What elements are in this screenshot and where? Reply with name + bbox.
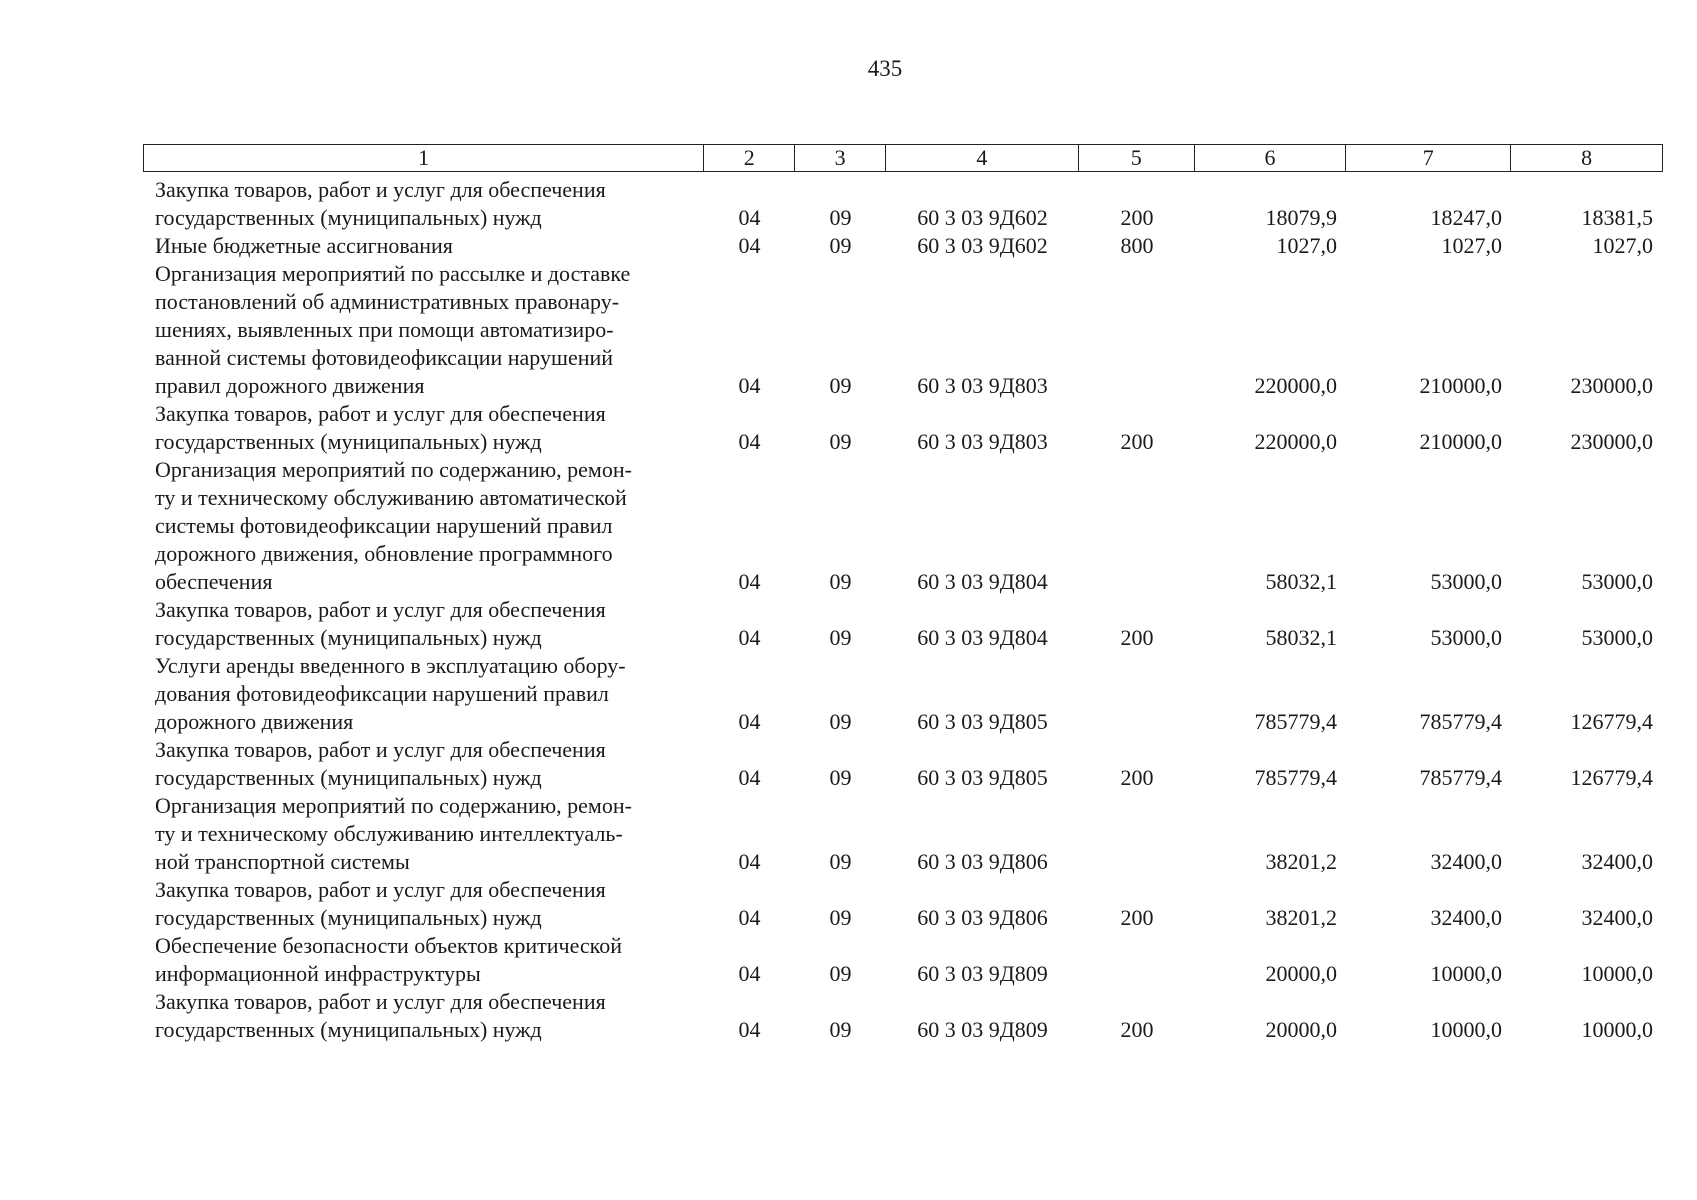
description-line: Услуги аренды введенного в эксплуатацию обору- <box>155 653 626 678</box>
amount-col-6: 18079,9 <box>1265 205 1337 230</box>
description-line: шениях, выявленных при помощи автоматизиро- <box>155 317 614 342</box>
table-row <box>143 932 1663 988</box>
row-description <box>143 792 704 876</box>
header-cell-7: 7 <box>1346 145 1511 171</box>
description-line: государственных (муниципальных) нужд <box>155 765 542 790</box>
row-description <box>143 400 704 456</box>
header-cell-6: 6 <box>1195 145 1347 171</box>
amount-col-8: 230000,0 <box>1570 373 1653 398</box>
row-description <box>143 260 704 400</box>
description-line: ванной системы фотовидеофиксации нарушений <box>155 345 614 370</box>
amount-col-7: 10000,0 <box>1430 1017 1502 1042</box>
table-body <box>143 176 1663 1044</box>
table-row <box>143 792 1663 876</box>
description-line: государственных (муниципальных) нужд <box>155 625 542 650</box>
amount-col-8: 32400,0 <box>1581 905 1653 930</box>
section-code: 04 <box>738 709 761 734</box>
target-article-code: 60 3 03 9Д803 <box>917 373 1048 398</box>
description-line: Закупка товаров, работ и услуг для обеспечения <box>155 737 606 762</box>
amount-col-8: 126779,4 <box>1570 709 1653 734</box>
amount-col-7: 10000,0 <box>1430 961 1502 986</box>
amount-col-7: 53000,0 <box>1430 569 1502 594</box>
section-code: 04 <box>738 625 761 650</box>
subsection-code: 09 <box>829 569 852 594</box>
subsection-code: 09 <box>829 961 852 986</box>
target-article-code: 60 3 03 9Д804 <box>917 625 1048 650</box>
target-article-code: 60 3 03 9Д809 <box>917 1017 1048 1042</box>
subsection-code: 09 <box>829 1017 852 1042</box>
amount-col-8: 32400,0 <box>1581 849 1653 874</box>
amount-col-8: 53000,0 <box>1581 569 1653 594</box>
section-code: 04 <box>738 765 761 790</box>
target-article-code: 60 3 03 9Д809 <box>917 961 1048 986</box>
subsection-code: 09 <box>829 709 852 734</box>
row-description <box>143 988 704 1044</box>
amount-col-6: 20000,0 <box>1265 961 1337 986</box>
description-line: постановлений об административных правонару- <box>155 289 620 314</box>
subsection-code: 09 <box>829 765 852 790</box>
amount-col-6: 1027,0 <box>1276 233 1337 258</box>
target-article-code: 60 3 03 9Д602 <box>917 205 1048 230</box>
target-article-code: 60 3 03 9Д805 <box>917 709 1048 734</box>
section-code: 04 <box>738 233 761 258</box>
header-cell-8: 8 <box>1581 145 1593 170</box>
amount-col-7: 1027,0 <box>1441 233 1502 258</box>
description-line: государственных (муниципальных) нужд <box>155 205 542 230</box>
amount-col-8: 1027,0 <box>1592 233 1653 258</box>
description-line: Закупка товаров, работ и услуг для обеспечения <box>155 989 606 1014</box>
header-cell-5: 5 <box>1079 145 1195 171</box>
description-line: правил дорожного движения <box>155 373 425 398</box>
subsection-code: 09 <box>829 429 852 454</box>
expense-type-code: 200 <box>1120 1017 1154 1042</box>
target-article-code: 60 3 03 9Д806 <box>917 849 1048 874</box>
target-article-code: 60 3 03 9Д804 <box>917 569 1048 594</box>
subsection-code: 09 <box>829 905 852 930</box>
subsection-code: 09 <box>829 233 852 258</box>
description-line: государственных (муниципальных) нужд <box>155 905 542 930</box>
section-code: 04 <box>738 373 761 398</box>
amount-col-7: 18247,0 <box>1430 205 1502 230</box>
expense-type-code: 800 <box>1120 233 1154 258</box>
table-row <box>143 232 1663 260</box>
description-line: ту и техническому обслуживанию автоматической <box>155 485 627 510</box>
table-row <box>143 400 1663 456</box>
description-line: Иные бюджетные ассигнования <box>155 233 453 258</box>
amount-col-6: 38201,2 <box>1265 849 1337 874</box>
table-row <box>143 652 1663 736</box>
amount-col-7: 32400,0 <box>1430 849 1502 874</box>
description-line: Закупка товаров, работ и услуг для обеспечения <box>155 177 606 202</box>
target-article-code: 60 3 03 9Д805 <box>917 765 1048 790</box>
table-header <box>143 144 1663 172</box>
description-line: государственных (муниципальных) нужд <box>155 429 542 454</box>
description-line: государственных (муниципальных) нужд <box>155 1017 542 1042</box>
section-code: 04 <box>738 849 761 874</box>
amount-col-8: 126779,4 <box>1570 765 1653 790</box>
amount-col-8: 230000,0 <box>1570 429 1653 454</box>
table-row <box>143 176 1663 232</box>
description-line: ту и техническому обслуживанию интеллектуаль- <box>155 821 623 846</box>
amount-col-8: 18381,5 <box>1581 205 1653 230</box>
amount-col-6: 58032,1 <box>1265 569 1337 594</box>
description-line: Организация мероприятий по содержанию, ремон- <box>155 793 632 818</box>
amount-col-6: 220000,0 <box>1254 429 1337 454</box>
description-line: дования фотовидеофиксации нарушений правил <box>155 681 609 706</box>
row-description <box>143 932 704 988</box>
description-line: Закупка товаров, работ и услуг для обеспечения <box>155 597 606 622</box>
amount-col-8: 53000,0 <box>1581 625 1653 650</box>
expense-type-code: 200 <box>1120 765 1154 790</box>
table-row <box>143 596 1663 652</box>
section-code: 04 <box>738 961 761 986</box>
section-code: 04 <box>738 429 761 454</box>
expense-type-code: 200 <box>1120 429 1154 454</box>
subsection-code: 09 <box>829 373 852 398</box>
row-description <box>143 652 704 736</box>
target-article-code: 60 3 03 9Д803 <box>917 429 1048 454</box>
row-description <box>143 876 704 932</box>
row-description <box>143 596 704 652</box>
description-line: информационной инфраструктуры <box>155 961 481 986</box>
section-code: 04 <box>738 205 761 230</box>
amount-col-6: 58032,1 <box>1265 625 1337 650</box>
section-code: 04 <box>738 1017 761 1042</box>
header-cell-1: 1 <box>144 145 704 171</box>
amount-col-7: 785779,4 <box>1419 709 1502 734</box>
amount-col-7: 785779,4 <box>1419 765 1502 790</box>
amount-col-7: 32400,0 <box>1430 905 1502 930</box>
section-code: 04 <box>738 905 761 930</box>
table-row <box>143 988 1663 1044</box>
target-article-code: 60 3 03 9Д806 <box>917 905 1048 930</box>
expense-type-code: 200 <box>1120 625 1154 650</box>
amount-col-6: 220000,0 <box>1254 373 1337 398</box>
description-line: Организация мероприятий по содержанию, ремон- <box>155 457 632 482</box>
header-cell-2: 2 <box>704 145 795 171</box>
expense-type-code: 200 <box>1120 905 1154 930</box>
expense-type-code: 200 <box>1120 205 1154 230</box>
section-code: 04 <box>738 569 761 594</box>
description-line: Организация мероприятий по рассылке и доставке <box>155 261 631 286</box>
target-article-code: 60 3 03 9Д602 <box>917 233 1048 258</box>
description-line: обеспечения <box>155 569 273 594</box>
table-row <box>143 876 1663 932</box>
row-description <box>143 736 704 792</box>
description-line: дорожного движения <box>155 709 354 734</box>
page-number: 435 <box>867 56 903 81</box>
header-cell-4: 4 <box>886 145 1079 171</box>
row-description <box>143 456 704 596</box>
subsection-code: 09 <box>829 205 852 230</box>
table-row <box>143 736 1663 792</box>
description-line: Обеспечение безопасности объектов критической <box>155 933 623 958</box>
row-description <box>143 176 704 232</box>
amount-col-6: 20000,0 <box>1265 1017 1337 1042</box>
subsection-code: 09 <box>829 625 852 650</box>
table-row <box>143 260 1663 400</box>
description-line: дорожного движения, обновление программного <box>155 541 613 566</box>
subsection-code: 09 <box>829 849 852 874</box>
amount-col-6: 38201,2 <box>1265 905 1337 930</box>
amount-col-7: 210000,0 <box>1419 429 1502 454</box>
table-row <box>143 456 1663 596</box>
amount-col-7: 210000,0 <box>1419 373 1502 398</box>
amount-col-8: 10000,0 <box>1581 961 1653 986</box>
description-line: Закупка товаров, работ и услуг для обеспечения <box>155 877 606 902</box>
description-line: Закупка товаров, работ и услуг для обеспечения <box>155 401 606 426</box>
amount-col-6: 785779,4 <box>1254 709 1337 734</box>
description-line: ной транспортной системы <box>155 849 410 874</box>
header-cell-3: 3 <box>795 145 886 171</box>
amount-col-8: 10000,0 <box>1581 1017 1653 1042</box>
amount-col-6: 785779,4 <box>1254 765 1337 790</box>
amount-col-7: 53000,0 <box>1430 625 1502 650</box>
row-description <box>143 232 704 260</box>
description-line: системы фотовидеофиксации нарушений правил <box>155 513 613 538</box>
